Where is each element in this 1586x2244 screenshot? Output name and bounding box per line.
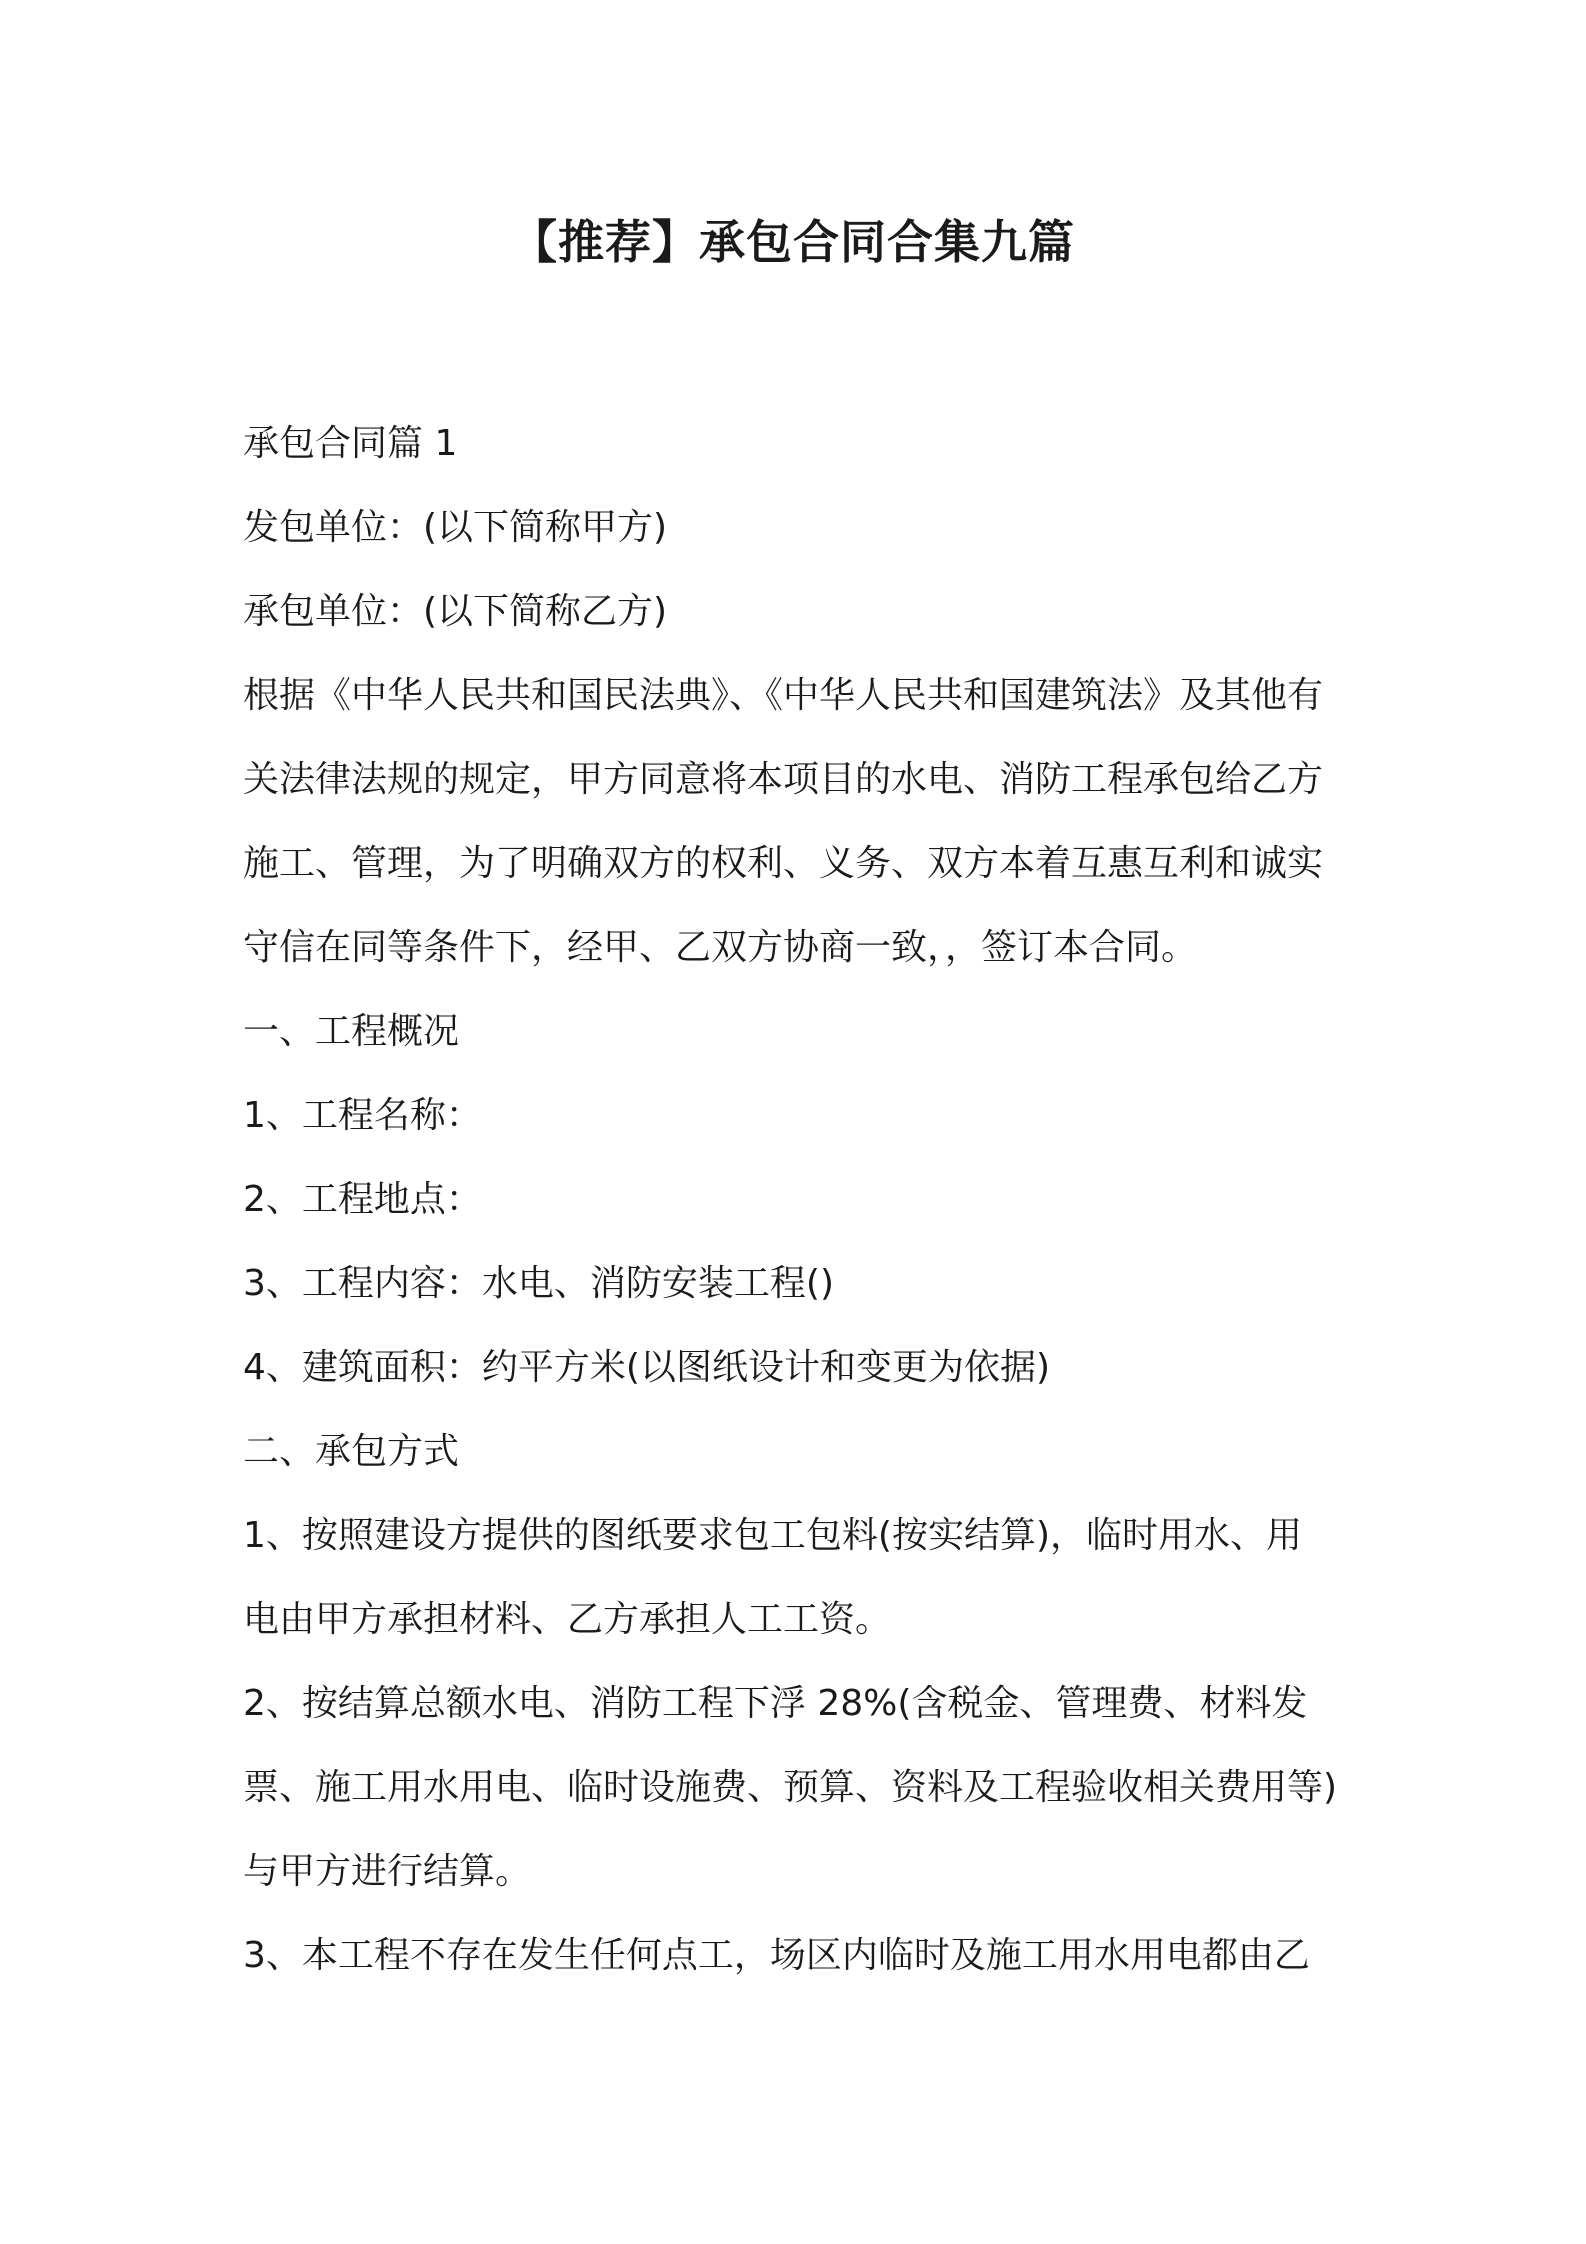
text-line: 3、工程内容：水电、消防安装工程() [243,1263,834,1304]
text-line: 施工、管理，为了明确双方的权利、义务、双方本着互惠互利和诚实 [243,843,1324,884]
text-line: 2、工程地点： [243,1179,482,1220]
text-line: 1、工程名称： [243,1095,482,1136]
text-line: 承包单位：(以下简称乙方) [243,591,668,632]
section-heading: 二、承包方式 [243,1431,460,1472]
section-heading: 一、工程概况 [243,1011,460,1052]
text-line: 1、按照建设方提供的图纸要求包工包料(按实结算)，临时用水、用 [243,1515,1302,1556]
text-line: 根据《中华人民共和国民法典》、《中华人民共和国建筑法》及其他有 [243,675,1324,716]
document-title: 【推荐】承包合同合集九篇 [511,215,1075,269]
section-heading: 承包合同篇 1 [243,423,458,464]
text-line: 发包单位：(以下简称甲方) [243,507,668,548]
text-line: 2、按结算总额水电、消防工程下浮 28%(含税金、管理费、材料发 [243,1683,1308,1724]
text-line: 电由甲方承担材料、乙方承担人工工资。 [243,1599,892,1640]
text-line: 4、建筑面积：约平方米(以图纸设计和变更为依据) [243,1347,1050,1388]
text-line: 3、本工程不存在发生任何点工，场区内临时及施工用水用电都由乙 [243,1935,1310,1976]
text-line: 关法律法规的规定，甲方同意将本项目的水电、消防工程承包给乙方 [243,759,1324,800]
text-line: 票、施工用水用电、临时设施费、预算、资料及工程验收相关费用等) [243,1767,1338,1808]
text-line: 守信在同等条件下，经甲、乙双方协商一致，，签订本合同。 [243,927,1198,968]
document-body [243,402,1343,1998]
text-line: 与甲方进行结算。 [243,1851,532,1892]
